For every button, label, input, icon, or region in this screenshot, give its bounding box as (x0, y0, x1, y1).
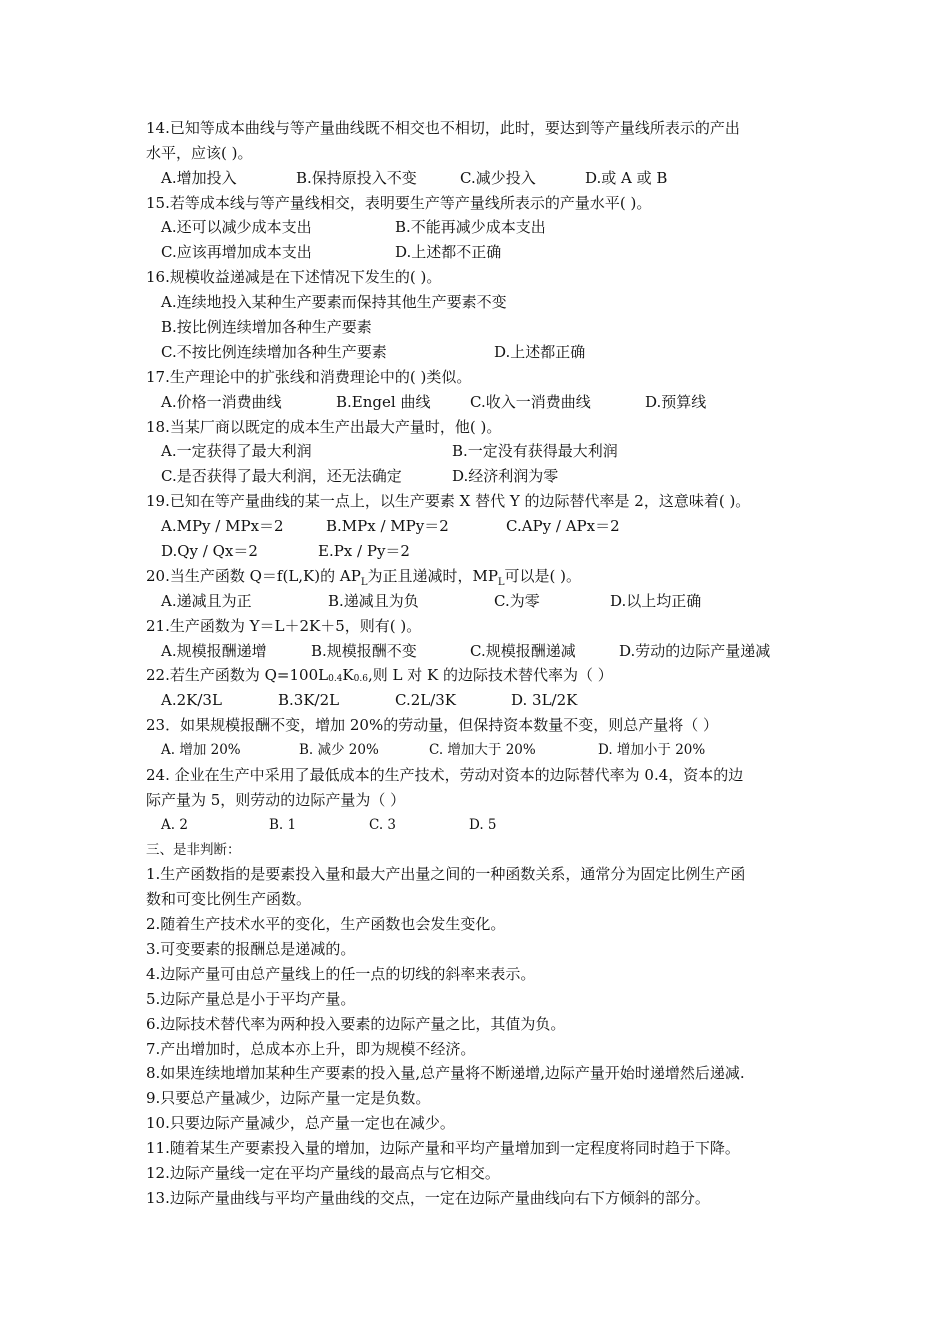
q21-option-d: D.劳动的边际产量递减 (619, 642, 771, 660)
q22-exponent-2: 0.6 (353, 674, 368, 684)
q23-option-a: A. 增加 20% (161, 742, 241, 758)
q20-option-d: D.以上均正确 (610, 592, 702, 610)
q14-option-c: C.减少投入 (460, 169, 536, 187)
q22-option-a: A.2K/3L (161, 691, 222, 709)
q17-option-a: A.价格一消费曲线 (161, 393, 282, 411)
q22-option-b: B.3K/2L (278, 691, 340, 709)
q17-option-c: C.收入一消费曲线 (470, 393, 591, 411)
tf-item: 8.如果连续地增加某种生产要素的投入量,总产量将不断递增,边际产量开始时递增然后递减. (146, 1064, 745, 1082)
q20-option-c: C.为零 (494, 592, 540, 610)
section3-heading: 三、是非判断： (146, 842, 241, 858)
q21-option-a: A.规模报酬递增 (161, 642, 267, 660)
tf-item: 10.只要边际产量减少，总产量一定也在减少。 (146, 1114, 455, 1132)
q16-option-d: D.上述都正确 (494, 343, 586, 361)
q16-option-a: A.连续地投入某种生产要素而保持其他生产要素不变 (161, 293, 507, 311)
q17-option-d: D.预算线 (645, 393, 707, 411)
q18-option-c: C.是否获得了最大利润，还无法确定 (161, 467, 402, 485)
q15-stem: 15.若等成本线与等产量线相交，表明要生产等产量线所表示的产量水平( )。 (146, 194, 652, 212)
tf-item: 9.只要总产量减少，边际产量一定是负数。 (146, 1089, 431, 1107)
tf-item: 数和可变比例生产函数。 (146, 890, 312, 908)
q14-option-b: B.保持原投入不变 (296, 169, 417, 187)
q14-option-d: D.或 A 或 B (585, 169, 668, 187)
q20-stem-part2: 为正且递减时，MP (367, 567, 498, 585)
q22-stem (146, 664, 613, 686)
q17-stem: 17.生产理论中的扩张线和消费理论中的( )类似。 (146, 368, 472, 386)
tf-item: 2.随着生产技术水平的变化，生产函数也会发生变化。 (146, 915, 506, 933)
q20-stem (146, 565, 581, 587)
q21-option-b: B.规模报酬不变 (311, 642, 417, 660)
q20-stem-part3: 可以是( )。 (504, 567, 582, 585)
q19-option-b: B.MPx / MPy＝2 (326, 517, 449, 535)
tf-item: 5.边际产量总是小于平均产量。 (146, 990, 356, 1008)
q16-stem: 16.规模收益递减是在下述情况下发生的( )。 (146, 268, 442, 286)
q20-option-b: B.递减且为负 (328, 592, 419, 610)
tf-item: 3.可变要素的报酬总是递减的。 (146, 940, 356, 958)
q19-option-e: E.Px / Py＝2 (318, 542, 410, 560)
q24-option-a: A. 2 (161, 817, 188, 833)
q17-option-b: B.Engel 曲线 (336, 393, 431, 411)
tf-item: 7.产出增加时，总成本亦上升，即为规模不经济。 (146, 1040, 476, 1058)
q15-option-c: C.应该再增加成本支出 (161, 243, 312, 261)
q16-option-c: C.不按比例连续增加各种生产要素 (161, 343, 387, 361)
q20-option-a: A.递减且为正 (161, 592, 252, 610)
q19-option-c: C.APy / APx＝2 (506, 517, 620, 535)
q23-option-d: D. 增加小于 20% (598, 742, 706, 758)
tf-item: 11.随着某生产要素投入量的增加，边际产量和平均产量增加到一定程度将同时趋于下降。 (146, 1139, 740, 1157)
q24-option-b: B. 1 (269, 817, 297, 833)
q23-stem: 23．如果规模报酬不变，增加 20%的劳动量，但保持资本数量不变，则总产量将（ ） (146, 716, 718, 734)
q22-option-c: C.2L/3K (395, 691, 457, 709)
q21-option-c: C.规模报酬递减 (470, 642, 576, 660)
q20-subscript-1: L (360, 577, 368, 588)
q19-option-d: D.Qy / Qx＝2 (161, 542, 258, 560)
q24-stem-line1: 24. 企业在生产中采用了最低成本的生产技术，劳动对资本的边际替代率为 0.4，资本的边 (146, 766, 744, 784)
q21-stem: 21.生产函数为 Y＝L＋2K＋5，则有( )。 (146, 617, 422, 635)
tf-item: 13.边际产量曲线与平均产量曲线的交点，一定在边际产量曲线向右下方倾斜的部分。 (146, 1189, 710, 1207)
q14-option-a: A.增加投入 (161, 169, 237, 187)
q20-subscript-2: L (497, 577, 505, 588)
q19-option-a: A.MPy / MPx＝2 (161, 517, 284, 535)
q24-option-c: C. 3 (369, 817, 397, 833)
q20-stem-part1: 20.当生产函数 Q＝f(L,K)的 AP (146, 567, 361, 585)
tf-item: 12.边际产量线一定在平均产量线的最高点与它相交。 (146, 1164, 500, 1182)
q18-stem: 18.当某厂商以既定的成本生产出最大产量时，他( )。 (146, 418, 502, 436)
q24-option-d: D. 5 (469, 817, 497, 833)
q23-option-c: C. 增加大于 20% (429, 742, 536, 758)
q22-option-d: D. 3L/2K (511, 691, 578, 709)
q24-stem-line2: 际产量为 5，则劳动的边际产量为（ ） (146, 791, 406, 809)
tf-item: 4.边际产量可由总产量线上的任一点的切线的斜率来表示。 (146, 965, 536, 983)
q15-option-a: A.还可以减少成本支出 (161, 218, 312, 236)
q16-option-b: B.按比例连续增加各种生产要素 (161, 318, 372, 336)
q18-option-b: B.一定没有获得最大利润 (452, 442, 618, 460)
q19-stem: 19.已知在等产量曲线的某一点上，以生产要素 X 替代 Y 的边际替代率是 2，这意味着( )。 (146, 492, 751, 510)
tf-item: 1.生产函数指的是要素投入量和最大产出量之间的一种函数关系，通常分为固定比例生产函 (146, 865, 746, 883)
q22-stem-part2: K (342, 666, 354, 684)
q14-stem-line2: 水平，应该( )。 (146, 144, 253, 162)
tf-item: 6.边际技术替代率为两种投入要素的边际产量之比，其值为负。 (146, 1015, 566, 1033)
q23-option-b: B. 减少 20% (299, 742, 379, 758)
q18-option-a: A.一定获得了最大利润 (161, 442, 312, 460)
q22-stem-part1: 22.若生产函数为 Q=100L (146, 666, 329, 684)
q22-exponent-1: 0.4 (328, 674, 343, 684)
q18-option-d: D.经济利润为零 (452, 467, 559, 485)
q22-stem-part3: ,则 L 对 K 的边际技术替代率为（ ） (367, 666, 613, 684)
q15-option-b: B.不能再减少成本支出 (395, 218, 546, 236)
q14-stem-line1: 14.已知等成本曲线与等产量曲线既不相交也不相切，此时，要达到等产量线所表示的产出 (146, 119, 740, 137)
q15-option-d: D.上述都不正确 (395, 243, 502, 261)
